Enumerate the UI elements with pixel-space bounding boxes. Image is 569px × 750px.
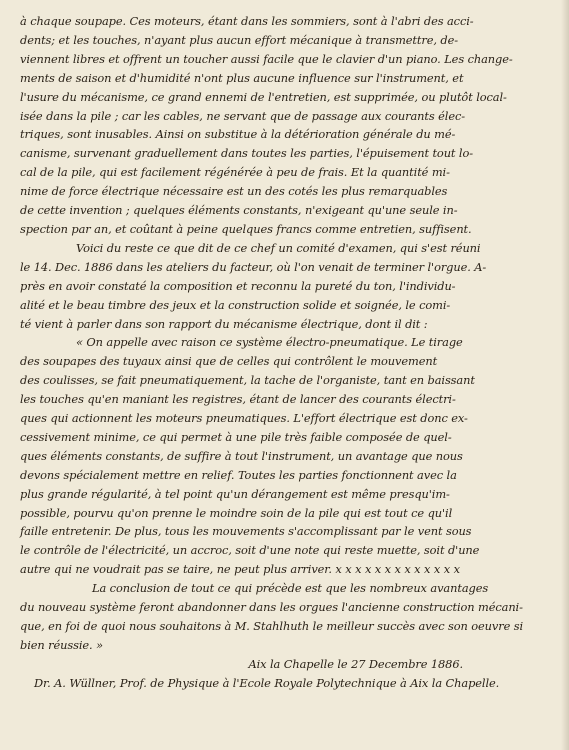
paragraph-start-line: La conclusion de tout ce qui précède est que les nombreux avantages (92, 581, 489, 596)
text-line: nime de force électrique nécessaire est un des cotés les plus remarquables (20, 184, 448, 199)
date-line: Aix la Chapelle le 27 Decembre 1886. (248, 656, 463, 671)
page-edge-shadow (561, 0, 569, 750)
text-line: du nouveau système feront abandonner dans les orgues l'ancienne construction mécani- (20, 600, 523, 615)
text-line: spection par an, et coûtant à peine quelques francs comme entretien, suffisent. (20, 221, 472, 236)
text-line: ments de saison et d'humidité n'ont plus aucune influence sur l'instrument, et (20, 70, 464, 85)
text-line: canisme, survenant graduellement dans toutes les parties, l'épuisement tout lo- (20, 146, 473, 161)
text-line: viennent libres et offrent un toucher aussi facile que le clavier d'un piano. Les change- (20, 51, 513, 66)
text-line: dents; et les touches, n'ayant plus aucun effort mécanique à transmettre, de- (20, 32, 458, 47)
text-line: cessivement minime, ce qui permet à une pile très faible composée de quel- (20, 429, 452, 444)
text-line: des soupapes des tuyaux ainsi que de celles qui contrôlent le mouvement (20, 354, 438, 369)
text-line: triques, sont inusables. Ainsi on substitue à la détérioration générale du mé- (20, 127, 456, 142)
text-line: ques éléments constants, de suffire à tout l'instrument, un avantage que nous (20, 448, 463, 463)
text-line: faille entretenir. De plus, tous les mouvements s'accomplissant par le vent sous (20, 524, 472, 539)
text-line: isée dans la pile ; car les cables, ne servant que de passage aux courants élec- (20, 108, 466, 123)
text-line: le contrôle de l'électricité, un accroc, soit d'une note qui reste muette, soit d'une (20, 543, 480, 558)
text-line: les touches qu'en maniant les registres, étant de lancer des courants électri- (20, 392, 456, 407)
text-line: près en avoir constaté la composition et reconnu la pureté du ton, l'individu- (20, 278, 456, 293)
text-line: le 14. Dec. 1886 dans les ateliers du facteur, où l'on venait de terminer l'orgue. A- (20, 259, 487, 274)
text-line: alité et le beau timbre des jeux et la construction solide et soignée, le comi- (20, 297, 451, 312)
text-line: des coulisses, se fait pneumatiquement, la tache de l'organiste, tant en baissant (20, 373, 475, 388)
text-line: que, en foi de quoi nous souhaitons à M. Stahlhuth le meilleur succès avec son oeuvre si (20, 619, 524, 633)
text-line: possible, pourvu qu'on prenne le moindre soin de la pile qui est tout ce qu'il (20, 505, 453, 520)
text-line: de cette invention ; quelques éléments constants, n'exigeant qu'une seule in- (20, 203, 458, 218)
text-line: l'usure du mécanisme, ce grand ennemi de l'entretien, est supprimée, ou plutôt local- (20, 89, 507, 104)
text-line: à chaque soupape. Ces moteurs, étant dans les sommiers, sont à l'abri des acci- (20, 14, 474, 28)
signature-line: Dr. A. Wüllner, Prof. de Physique à l'Ecole Royale Polytechnique à Aix la Chapelle. (34, 675, 500, 690)
text-line: té vient à parler dans son rapport du mécanisme électrique, dont il dit : (20, 316, 428, 331)
text-line: cal de la pile, qui est facilement régénérée à peu de frais. Et la quantité mi- (20, 165, 450, 180)
text-line: devons spécialement mettre en relief. Toutes les parties fonctionnent avec la (20, 467, 457, 482)
text-line: autre qui ne voudrait pas se taire, ne peut plus arriver. x x x x x x x x x x x x x (20, 562, 460, 577)
paragraph-start-line: Voici du reste ce que dit de ce chef un comité d'examen, qui s'est réuni (76, 240, 481, 255)
quote-start-line: « On appelle avec raison ce système électro-pneumatique. Le tirage (76, 335, 463, 350)
text-line: ques qui actionnent les moteurs pneumatiques. L'effort électrique est donc ex- (20, 411, 468, 426)
text-line: bien réussie. » (20, 637, 103, 652)
text-line: plus grande régularité, à tel point qu'un dérangement est même presqu'im- (20, 486, 450, 501)
